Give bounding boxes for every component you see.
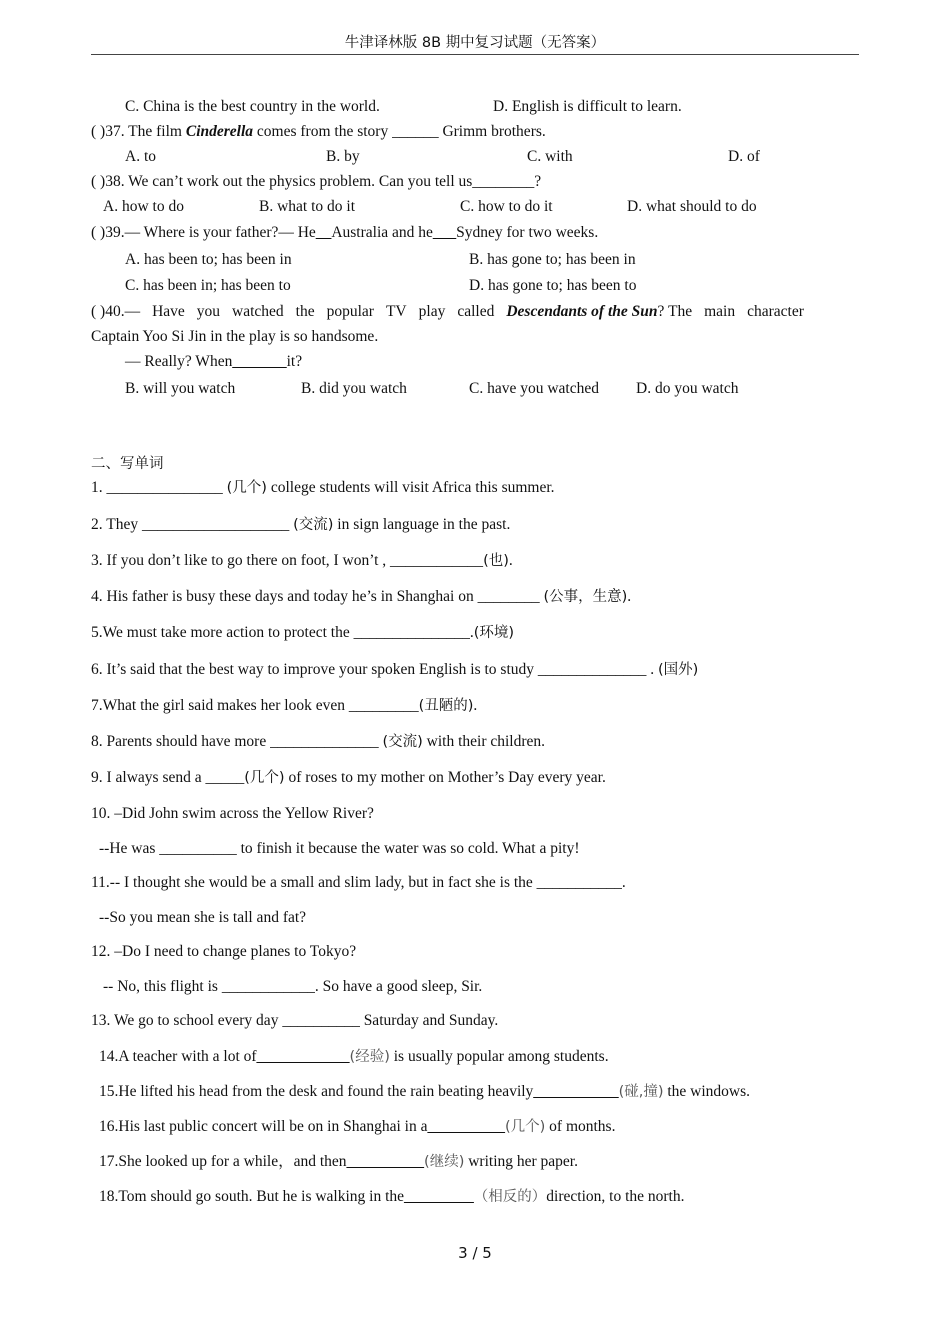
word-item-8 xyxy=(91,732,545,752)
q40-stem-line-2: Captain Yoo Si Jin in the play is so handsome. xyxy=(91,328,379,345)
q39-part-2: Australia and he xyxy=(331,224,433,241)
item-rest: in sign language in the past. xyxy=(333,516,511,533)
item-hint: (也) xyxy=(483,553,509,569)
q40-title-group xyxy=(506,302,692,322)
word-item-1 xyxy=(91,478,555,498)
q39-option-b: B. has gone to; has been in xyxy=(469,251,636,268)
q40-word: popular xyxy=(326,303,374,320)
q40-option-b: B. did you watch xyxy=(301,380,407,397)
item-hint: (交流) xyxy=(382,734,423,750)
item-hint: （相反的） xyxy=(473,1189,547,1205)
q40-word: ( )40.— xyxy=(91,303,141,320)
q39-stem xyxy=(91,223,598,243)
item-text: 2. They ___________________ xyxy=(91,516,294,533)
item-hint: (交流) xyxy=(293,517,334,533)
item-text: 4. His father is busy these days and today he’s in Shanghai on ________ xyxy=(91,588,544,605)
document-title: 牛津译林版 8B 期中复习试题（无答案） xyxy=(344,35,606,51)
item-rest: the windows. xyxy=(663,1083,751,1100)
item-rest: college students will visit Africa this summer. xyxy=(266,479,555,496)
word-item-9 xyxy=(91,768,606,788)
q38-option-c: C. how to do it xyxy=(460,198,553,215)
q40-word: called xyxy=(457,303,495,320)
q36-option-d: D. English is difficult to learn. xyxy=(493,98,682,115)
item-blank: __________ xyxy=(346,1153,425,1170)
word-item-11-question: 11.-- I thought she would be a small and slim lady, but in fact she is the ___________. xyxy=(91,874,626,891)
word-item-7 xyxy=(91,696,477,716)
item-hint: (几个) xyxy=(226,480,267,496)
item-hint: (碰,撞) xyxy=(618,1084,664,1100)
q39-option-a: A. has been to; has been in xyxy=(125,251,292,268)
page-header xyxy=(91,33,859,55)
item-hint: (几个) xyxy=(244,770,285,786)
word-item-13: 13. We go to school every day __________ Saturday and Sunday. xyxy=(91,1012,499,1029)
q39-option-d: D. has gone to; has been to xyxy=(469,277,637,294)
q37-film-title: Cinderella xyxy=(185,123,254,140)
word-item-10-question: 10. –Did John swim across the Yellow River? xyxy=(91,805,374,822)
q39-part-3: Sydney for two weeks. xyxy=(456,224,599,241)
q38-stem: ( )38. We can’t work out the physics problem. Can you tell us________? xyxy=(91,173,542,190)
item-text: 17.She looked up for a while，and then xyxy=(99,1153,347,1170)
item-text: 15.He lifted his head from the desk and found the rain beating heavily xyxy=(99,1083,534,1100)
q40-word: main xyxy=(704,303,736,320)
item-rest: . xyxy=(508,552,513,569)
q40-tv-title: Descendants of the Sun xyxy=(506,303,658,320)
item-hint: (继续) xyxy=(424,1154,465,1170)
word-item-12-question: 12. –Do I need to change planes to Tokyo? xyxy=(91,943,357,960)
word-item-12-answer: -- No, this flight is ____________. So have a good sleep, Sir. xyxy=(103,978,483,995)
item-text: 8. Parents should have more ______________ xyxy=(91,733,383,750)
q40-word: character xyxy=(747,303,804,320)
item-text: 5.We must take more action to protect the _______________. xyxy=(91,624,474,641)
q40-blank: _______ xyxy=(232,353,287,370)
word-item-17 xyxy=(99,1152,578,1172)
item-blank: _________ xyxy=(404,1188,474,1205)
word-item-3 xyxy=(91,551,513,571)
word-item-2 xyxy=(91,515,510,535)
q38-option-d: D. what should to do xyxy=(627,198,757,215)
item-rest: is usually popular among students. xyxy=(389,1048,609,1065)
q40-word: watched xyxy=(232,303,284,320)
q39-part-1: ( )39.— Where is your father?— He xyxy=(91,224,316,241)
item-hint: (环境) xyxy=(473,625,515,641)
q40-option-a: B. will you watch xyxy=(125,380,236,397)
q37-stem xyxy=(91,122,546,142)
item-text: 14.A teacher with a lot of xyxy=(99,1048,257,1065)
q37-option-b: B. by xyxy=(326,148,360,165)
q40-stem-line-3 xyxy=(125,352,302,372)
word-item-6 xyxy=(91,660,698,680)
q37-suffix: comes from the story ______ Grimm brothers. xyxy=(253,123,546,140)
item-rest: writing her paper. xyxy=(464,1153,578,1170)
q40-word: you xyxy=(196,303,221,320)
q39-blank-1: __ xyxy=(315,224,332,241)
item-rest: of roses to my mother on Mother’s Day every year. xyxy=(284,769,606,786)
item-rest: with their children. xyxy=(422,733,546,750)
item-rest: . xyxy=(627,588,632,605)
q37-option-d: D. of xyxy=(728,148,760,165)
item-blank: ____________ xyxy=(256,1048,350,1065)
q39-option-c: C. has been in; has been to xyxy=(125,277,291,294)
word-item-10-answer: --He was __________ to finish it because the water was so cold. What a pity! xyxy=(99,840,580,857)
item-text: 18.Tom should go south. But he is walking in the xyxy=(99,1188,405,1205)
item-hint: (公事，生意) xyxy=(543,589,628,605)
item-rest: . xyxy=(473,697,478,714)
word-item-16 xyxy=(99,1117,615,1137)
q40-word: play xyxy=(418,303,446,320)
q38-option-b: B. what to do it xyxy=(259,198,356,215)
q38-option-a: A. how to do xyxy=(103,198,184,215)
q40-word: Have xyxy=(152,303,185,320)
q40-option-c: C. have you watched xyxy=(469,380,599,397)
item-rest: of months. xyxy=(545,1118,616,1135)
item-hint: (经验) xyxy=(349,1049,390,1065)
q40-option-d: D. do you watch xyxy=(636,380,739,397)
q40-dialog: — Really? When xyxy=(125,353,233,370)
word-item-4 xyxy=(91,587,631,607)
page-number: 3 / 5 xyxy=(458,1244,492,1262)
item-hint: (丑陋的) xyxy=(418,698,474,714)
q40-word: the xyxy=(295,303,315,320)
q39-blank-2: ___ xyxy=(432,224,457,241)
q40-word: TV xyxy=(385,303,407,320)
item-blank: ___________ xyxy=(533,1083,619,1100)
q37-option-c: C. with xyxy=(527,148,573,165)
section-2-heading: 二、写单词 xyxy=(91,456,164,472)
q40-dialog-end: it? xyxy=(286,353,303,370)
item-text: 3. If you don’t like to go there on foot, I won’t , ____________ xyxy=(91,552,484,569)
word-item-11-answer: --So you mean she is tall and fat? xyxy=(99,909,307,926)
item-rest: direction, to the north. xyxy=(546,1188,685,1205)
item-text: 7.What the girl said makes her look even _________ xyxy=(91,697,419,714)
item-text: 1. _______________ xyxy=(91,479,227,496)
item-hint: (国外) xyxy=(658,662,699,678)
q40-stem-line-1 xyxy=(91,302,804,322)
item-text: 16.His last public concert will be on in Shanghai in a xyxy=(99,1118,428,1135)
word-item-5 xyxy=(91,623,514,643)
item-text: 6. It’s said that the best way to improve your spoken English is to study ______________ . xyxy=(91,661,658,678)
item-blank: __________ xyxy=(427,1118,505,1135)
item-text: 9. I always send a _____ xyxy=(91,769,245,786)
word-item-14 xyxy=(99,1047,609,1067)
q37-prefix: ( )37. The film xyxy=(91,123,186,140)
word-item-15 xyxy=(99,1082,750,1102)
q37-option-a: A. to xyxy=(125,148,156,165)
q40-word: ? The xyxy=(657,303,693,320)
item-hint: (几个) xyxy=(504,1119,546,1135)
word-item-18 xyxy=(99,1187,684,1207)
q36-option-c: C. China is the best country in the world. xyxy=(125,98,380,115)
